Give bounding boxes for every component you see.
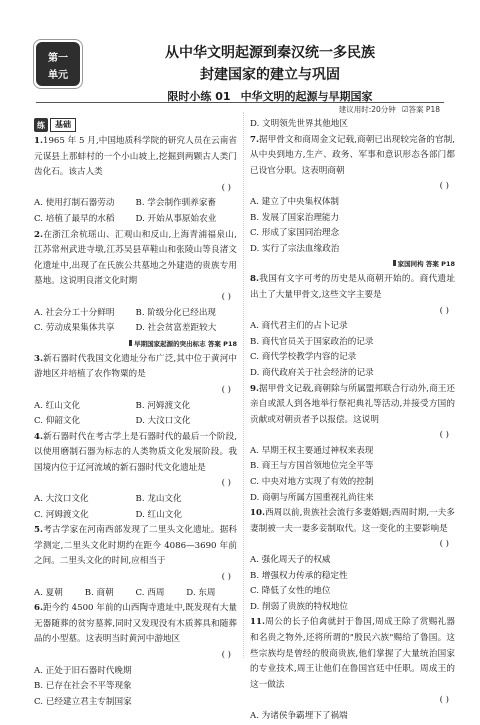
question-text: 在浙江余杭瑶山、汇观山和反山,上海青浦福泉山,江苏常州武进寺墩,江苏吴县草鞋山和张陵山等良渚文化遗址中,出现了在氏族公共墓地之外建造的贵族专用墓地。这说明良渚文化时期 [34,229,237,287]
answer-option[interactable]: C. 河姆渡文化 [34,509,89,520]
answer-option[interactable]: B. 商朝 [84,587,114,598]
question-text: 据甲骨文和商周金文记载,商朝已出现较完备的官制,从中央到地方,生产、政务、军事和意识形态各部门都已设官分职。这表明商朝 [250,134,455,176]
answer-option[interactable]: A. 早期王权主要通过神权来表现 [250,445,374,456]
answer-blank[interactable]: ( ) [439,305,449,316]
answer-option[interactable]: B. 河姆渡文化 [135,400,191,411]
practice-icon: 练 [34,118,48,132]
question-number: 7. [250,134,259,145]
answer-blank[interactable]: ( ) [439,539,449,550]
question-stem [250,272,455,303]
answer-option[interactable]: C. 商代学校教学内容的记录 [250,352,357,363]
answer-blank[interactable]: ( ) [221,182,231,193]
option-list [250,117,455,133]
question-text: 考古学家在河南西部发现了二里头文化遗址。据科学测定,二里头文化时期约在距今 4086—3690 年前之间。二里头文化的时间,应相当于 [34,525,237,567]
answer-option[interactable]: C. 形成了家国同治理念 [250,228,340,239]
question-number: 8. [250,274,259,285]
answer-option[interactable]: D. 削弱了贵族的特权地位 [250,601,348,612]
option-list [250,709,455,725]
question-text: 距今约 4500 年前的山西陶寺遗址中,既发现有大量无器随葬的贫穷墓葬,同时又发现没有木质葬具和随葬品的小型墓。这表明当时黄河中游地区 [34,603,237,645]
answer-blank[interactable]: ( ) [221,478,231,489]
answer-option[interactable]: C. 培植了最早的水稻 [34,213,115,224]
answer-blank[interactable]: ( ) [221,384,231,395]
answer-blank[interactable]: ( ) [221,291,231,302]
knowledge-ref-text: 家国同构 答案 P18 [397,260,455,269]
question-stem [34,228,237,290]
knowledge-ref [34,339,237,350]
question-number: 4. [34,431,43,442]
answer-option[interactable]: D. 开始从事原始农业 [135,213,217,224]
answer-option[interactable]: D. 商朝与所属方国重视礼尚往来 [250,492,374,503]
option-list [250,319,455,381]
question-stem [34,601,237,648]
header-rule [36,102,444,103]
section-label: 基础 [50,118,76,132]
question-number: 1. [34,136,43,146]
option-list [34,664,237,711]
answer-option[interactable]: B. 商王与方国首领地位完全平等 [250,461,374,472]
answer-option[interactable]: B. 发展了国家治理能力 [250,212,340,223]
question-text: 新石器时代在考古学上是石器时代的最后一个阶段,以使用磨制石器为标志的人类物质文化发展阶段。我国境内位于辽河流域的新石器时代文化遗址是 [34,431,237,473]
answer-option[interactable]: A. 夏朝 [34,587,63,598]
answer-option[interactable]: A. 强化周天子的权威 [250,555,331,566]
question-number: 11. [250,617,265,628]
answer-option[interactable]: A. 建立了中央集权体制 [250,196,340,207]
answer-option[interactable]: A. 商代君主们的占卜记录 [250,321,348,332]
question-number: 5. [34,525,43,536]
answer-blank[interactable]: ( ) [439,695,449,706]
option-list [34,306,237,337]
answer-option[interactable]: C. 中央对地方实现了有效的控制 [250,477,374,488]
practice-title: 中华文明的起源与早期国家 [240,90,373,103]
answer-option[interactable]: A. 正处于旧石器时代晚期 [34,665,132,676]
question-text: 据甲骨文记载,商朝除与所属盟邦联合行动外,商王还亲自或派人到各地举行祭祀典礼等活动,并接受方国的贡献或对朝贡者予以报偿。这说明 [250,383,455,425]
question-number: 2. [34,229,43,240]
suggested-time: 建议用时:20分钟 [338,105,396,114]
answer-blank[interactable]: ( ) [221,650,231,660]
option-list [34,586,237,602]
answer-option[interactable]: D. 大汶口文化 [135,416,191,427]
answer-option[interactable]: C. 降低了女性的地位 [250,586,331,597]
answer-option[interactable]: B. 学会制作驯养家畜 [135,198,217,209]
question-number: 9. [250,383,259,394]
unit-badge-line1: 第一 [48,53,68,64]
answer-reference: 答案 P18 [408,105,440,114]
question-number: 10. [250,508,265,519]
question-text: 新石器时代我国文化遗址分布广泛,其中位于黄河中游地区并培植了农作物粟的是 [34,353,237,380]
answer-option[interactable]: B. 阶级分化已经出现 [135,307,217,318]
ref-marker-icon [393,260,396,266]
answer-option[interactable]: B. 已存在社会不平等现象 [34,681,132,692]
question-stem [34,352,237,383]
answer-option[interactable]: A. 大汶口文化 [34,494,89,505]
question-text: 周公的长子伯禽就封于鲁国,周成王除了赏赐礼器和名贵之物外,还将所谓的"殷民六族"赐给了鲁国。这些宗族均是曾经的殷商贵族,他们掌握了大量统治国家的专业技术,周王让他们在鲁国宫廷中任职。周成王的这一做法 [250,617,455,690]
option-list [34,196,237,227]
unit-badge-line2: 单元 [48,70,68,81]
knowledge-ref [250,259,455,270]
question-stem [250,615,455,693]
option-list [250,444,455,506]
answer-option[interactable]: C. 西周 [135,587,165,598]
option-list [34,399,237,430]
answer-option[interactable]: D. 文明领先世界其他地区 [250,119,348,129]
question-stem [34,523,237,570]
answer-blank[interactable]: ( ) [439,181,449,192]
answer-blank[interactable]: ( ) [221,572,231,583]
question-number: 6. [34,603,43,614]
page-title-line2: 封建国家的建立与巩固 [200,67,340,83]
answer-option[interactable]: D. 东周 [186,587,216,598]
question-text: 西周以前,贵族社会流行多妻婚姻;西周时期,一夫多妻制被一夫一妻多妾制取代。这一变化的主要影响是 [250,508,455,534]
answer-option[interactable]: B. 商代官员关于国家政治的记录 [250,336,374,347]
question-stem [250,133,455,180]
answer-option[interactable]: D. 社会贫富差距较大 [135,323,217,334]
answer-option[interactable]: A. 使用打制石器劳动 [34,198,115,209]
option-list [250,553,455,615]
column-divider [243,112,244,658]
answer-option[interactable]: C. 仰韶文化 [34,416,81,427]
option-list [250,195,455,257]
answer-option[interactable]: B. 龙山文化 [135,494,182,505]
question-text: 我国有文字可考的历史是从商朝开始的。商代遗址出土了大量甲骨文,这些文字主要是 [250,274,455,300]
answer-option[interactable]: A. 社会分工十分鲜明 [34,307,115,318]
header-meta [339,104,440,115]
answer-option[interactable]: C. 已经建立君主专制国家 [34,696,132,707]
question-stem [34,430,237,477]
question-text: 1965 年 5 月,中国地质科学院的研究人员在云南省元谋县上那蚌村的一个小山坡上,挖掘到两颗古人类门齿化石。该古人类 [34,136,237,178]
ref-marker-icon [129,340,132,346]
answer-option[interactable]: A. 为诸侯争霸埋下了祸端 [250,710,348,721]
answer-option[interactable]: C. 劳动成果集体共享 [34,323,115,334]
unit-badge [36,42,80,86]
check-icon: ☑ [401,105,409,114]
question-stem [34,134,237,181]
left-column [34,117,237,710]
answer-blank[interactable]: ( ) [439,430,449,441]
question-number: 3. [34,353,43,364]
answer-option[interactable]: A. 红山文化 [34,400,81,411]
answer-option[interactable]: D. 实行了宗法血缘政治 [250,243,340,254]
section-header [34,117,237,133]
right-column [250,117,455,725]
answer-option[interactable]: D. 商代政府关于社会经济的记录 [250,367,374,378]
option-list [34,492,237,523]
practice-number: 限时小练 01 [167,90,231,103]
answer-option[interactable]: B. 增强权力传承的稳定性 [250,570,348,581]
answer-option[interactable]: D. 红山文化 [135,509,182,520]
page-title-line1: 从中华文明起源到秦汉统一多民族 [165,45,375,61]
question-stem [250,382,455,429]
knowledge-ref-text: 早期国家起源的突出标志 答案 P18 [134,339,237,348]
question-stem [250,506,455,537]
